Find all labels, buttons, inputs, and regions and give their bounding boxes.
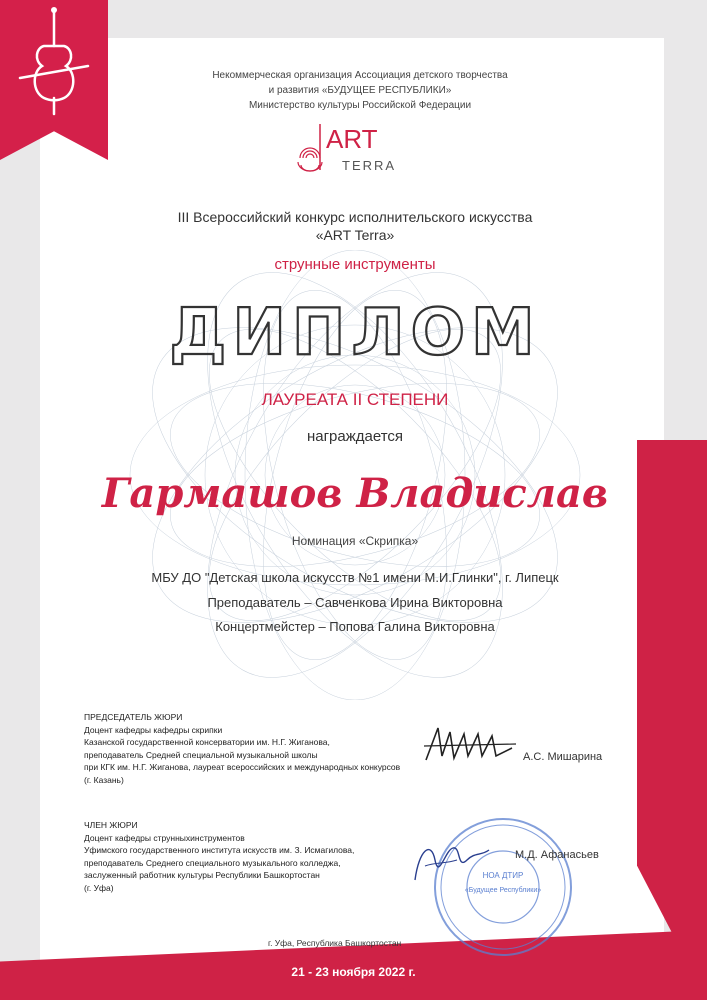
org-line-2: и развития «БУДУЩЕЕ РЕСПУБЛИКИ» [268, 85, 452, 96]
contest-category: струнные инструменты [274, 256, 436, 273]
accompanist: Концертмейстер – Попова Галина Викторовна [215, 619, 495, 634]
stamp-line-2: «Будущее Республики» [464, 887, 542, 894]
jury-chair-line: Доцент кафедры кафедры скрипки [84, 724, 223, 735]
contest-title-line-1: III Всероссийский конкурс исполнительского искусства [177, 209, 533, 225]
jury-chair-block [84, 711, 400, 786]
jury-member-line: преподаватель Среднего специального музыкального колледжа, [84, 857, 341, 868]
jury-chair-line: при КГК им. Н.Г. Жиганова, лауреат всероссийских и международных конкурсов [84, 762, 401, 772]
jury-member-name: М.Д. Афанасьев [515, 849, 599, 861]
contest-title-line-2: «ART Terra» [315, 227, 395, 243]
event-dates: 21 - 23 ноября 2022 г. [291, 965, 416, 979]
logo-terra-text: TERRA [342, 158, 397, 173]
art-terra-logo [290, 118, 410, 180]
nomination: Номинация «Скрипка» [291, 534, 419, 548]
teacher: Преподаватель – Савченкова Ирина Викторовна [207, 595, 503, 610]
diploma-title-text: ДИПЛОМ [169, 296, 541, 370]
jury-chair-line: преподаватель Средней специальной музыкальной школы [84, 749, 318, 760]
awarded-label: награждается [306, 428, 404, 445]
violin-icon [14, 6, 94, 126]
recipient-name: Гармашов Владислав [101, 470, 609, 517]
jury-chair-line: Казанской государственной консерватории им. Н.Г. Жиганова, [84, 737, 330, 747]
jury-member-line: ЧЛЕН ЖЮРИ [84, 820, 138, 830]
member-signature [405, 830, 495, 890]
jury-chair-line: (г. Казань) [84, 774, 124, 785]
laureate-degree: ЛАУРЕАТА II СТЕПЕНИ [261, 390, 449, 409]
school: МБУ ДО "Детская школа искусств №1 имени М.И.Глинки", г. Липецк [151, 570, 559, 585]
contest-title [80, 208, 630, 244]
jury-member-line: Доцент кафедры струнныхинструментов [84, 832, 245, 843]
jury-member-line: заслуженный работник культуры Республики Башкортостан [84, 870, 320, 880]
jury-chair-name: А.С. Мишарина [523, 751, 603, 763]
chair-signature [420, 720, 520, 770]
stamp-line-1: НОА ДТИР [482, 871, 524, 880]
diploma-title [160, 292, 550, 372]
jury-member-block [84, 819, 354, 894]
org-line-3: Министерство культуры Российской Федерации [248, 100, 472, 111]
jury-member-line: Уфимского государственного института искусств им. З. Исмагилова, [84, 845, 355, 855]
jury-member-line: (г. Уфа) [84, 882, 114, 893]
logo-art-text: ART [326, 124, 378, 154]
org-line-1: Некоммерческая организация Ассоциация детского творчества [212, 70, 508, 81]
city-line: г. Уфа, Республика Башкортостан [268, 938, 402, 948]
jury-chair-line: ПРЕДСЕДАТЕЛЬ ЖЮРИ [84, 712, 183, 722]
